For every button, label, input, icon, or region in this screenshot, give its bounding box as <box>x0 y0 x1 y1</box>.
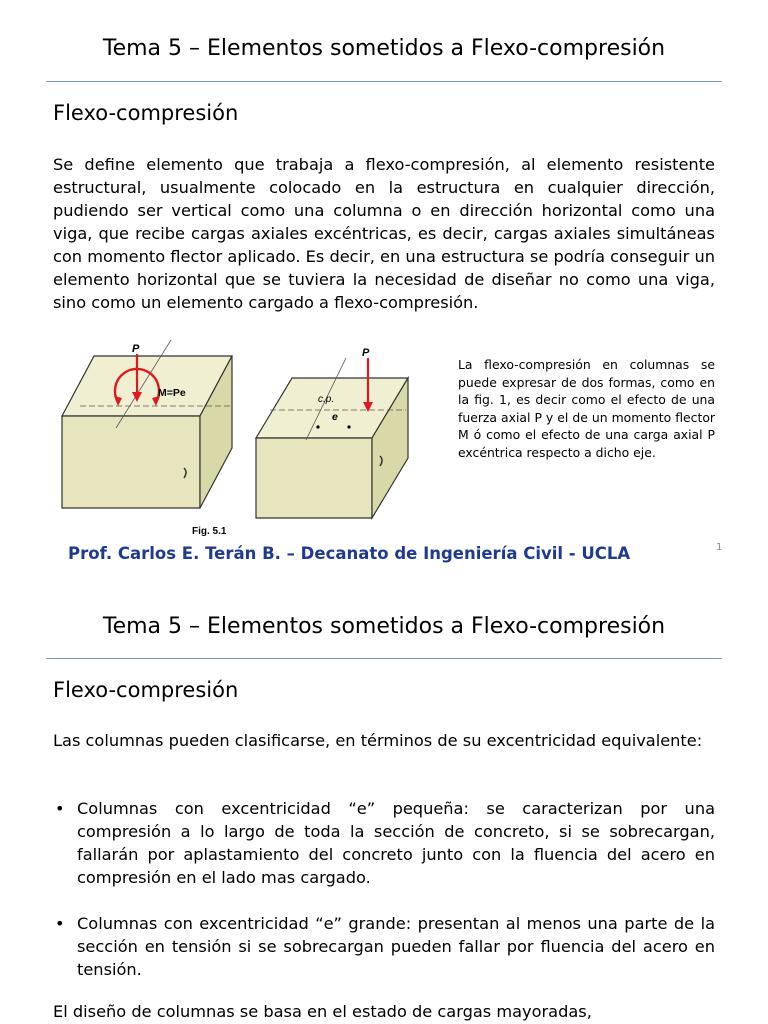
slide-title: Tema 5 – Elementos sometidos a Flexo-compresión <box>102 614 666 639</box>
right-block <box>256 358 408 518</box>
section-heading: Flexo-compresión <box>53 101 239 125</box>
list-item-text: Columnas con excentricidad “e” grande: presentan al menos una parte de la sección en tensión si se sobrecargan pueden fallar por fluencia del acero en tensión. <box>77 914 715 979</box>
section-heading: Flexo-compresión <box>53 678 239 702</box>
label-moment: M=Pe <box>158 387 186 399</box>
left-block <box>62 340 232 508</box>
slide-title: Tema 5 – Elementos sometidos a Flexo-compresión <box>102 36 666 61</box>
slide-footer: Prof. Carlos E. Terán B. – Decanato de Ingeniería Civil - UCLA <box>68 544 631 563</box>
figure-caption: Fig. 5.1 <box>192 526 227 537</box>
closing-paragraph: El diseño de columnas se basa en el estado de cargas mayoradas, <box>53 1002 592 1021</box>
list-item <box>53 912 715 981</box>
page-number: 1 <box>716 542 723 553</box>
list-item <box>53 797 715 889</box>
title-divider <box>46 658 722 659</box>
label-p-left: P <box>132 343 140 355</box>
label-cp: c.p. <box>318 394 335 405</box>
bullet-icon: • <box>55 799 65 818</box>
intro-paragraph: Las columnas pueden clasificarse, en términos de su excentricidad equivalente: <box>53 731 703 750</box>
label-p-right: P <box>362 347 370 359</box>
slide-2 <box>0 592 768 1024</box>
flexo-compression-figure <box>56 340 446 540</box>
title-divider <box>46 81 722 82</box>
definition-paragraph: Se define elemento que trabaja a flexo-compresión, al elemento resistente estructural, usualmente colocado en la estructura en cualquier dirección, pudiendo ser vertical como una columna o en dirección horizontal como una viga, que recibe cargas axiales excéntricas, es decir, cargas axiales simultáneas con momento flector aplicado. Es decir, en una estructura se podría conseguir un elemento horizontal que se tuviera la necesidad de diseñar no como una viga, sino como un elemento cargado a flexo-compresión. <box>53 155 715 312</box>
classification-list <box>53 797 715 1004</box>
figure-side-text: La flexo-compresión en columnas se puede expresar de dos formas, como en la fig. 1, es decir como el efecto de una fuerza axial P y el de un momento flector M ó como el efecto de una carga axial P excéntrica respecto a dicho eje. <box>458 357 715 460</box>
bullet-icon: • <box>55 914 65 933</box>
list-item-text: Columnas con excentricidad “e” pequeña: se caracterizan por una compresión a lo largo de toda la sección de concreto, si se sobrecargan, fallarán por aplastamiento del concreto junto con la fluencia del acero en compresión en el lado mas cargado. <box>77 799 715 887</box>
label-e: e <box>332 411 338 423</box>
